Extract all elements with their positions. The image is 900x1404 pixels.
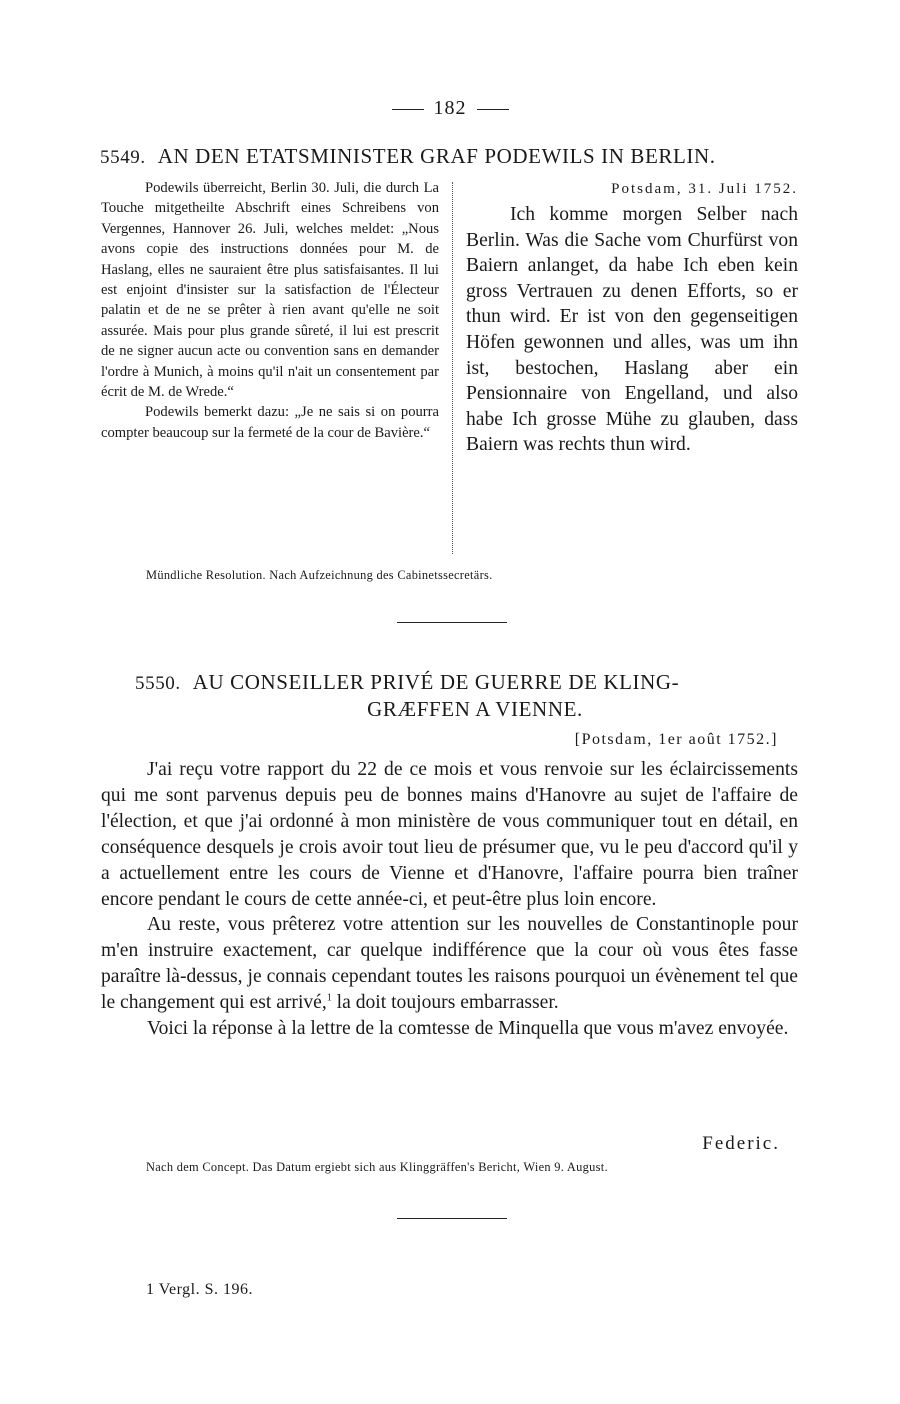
page-number-text: 182: [433, 97, 467, 119]
page-number-dash-right: [477, 109, 509, 110]
doc-5550-title-line-2: GRÆFFEN A VIENNE.: [367, 697, 583, 721]
doc-5550-heading: [135, 670, 775, 722]
doc-5550-paragraph-2: [101, 912, 798, 1016]
doc-5550-paragraph-1: J'ai reçu votre rapport du 22 de ce mois et vous renvoie sur les éclaircissements qui me sont parvenus depuis peu de bonnes mains d'Hanovre au sujet de l'affaire de l'élection, et que j'ai ordonné à mon ministère de vous communiquer tout en détail, en conséquence desquels je crois avoir tout lieu de présumer que, vu le peu d'accord qu'il y a actuellement entre les cours de Vienne et d'Hanovre, l'affaire pourra bien traîner encore pendant le cours de cette année-ci, et peut-être plus loin encore.: [101, 759, 798, 910]
doc-5550-paragraph-2-end: la doit toujours embarrasser.: [331, 992, 559, 1014]
doc-5549-summary: [101, 178, 439, 443]
doc-5549-title: AN DEN ETATSMINISTER GRAF PODEWILS IN BERLIN.: [157, 144, 716, 168]
doc-5549-source-note: Mündliche Resolution. Nach Aufzeichnung des Cabinetssecretärs.: [146, 568, 493, 582]
doc-5550-source-note: Nach dem Concept. Das Datum ergiebt sich aus Klinggräffen's Bericht, Wien 9. August.: [146, 1160, 608, 1174]
doc-5550-signature: Federic.: [702, 1133, 780, 1154]
doc-5550-letter: [101, 757, 798, 1042]
doc-5549-summary-paragraph-2: Podewils bemerkt dazu: „Je ne sais si on pourra compter beaucoup sur la fermeté de la cour de Bavière.“: [101, 404, 439, 441]
doc-5550-number: 5550.: [135, 673, 181, 694]
doc-5549-summary-paragraph-1: Podewils überreicht, Berlin 30. Juli, die durch La Touche mitgetheilte Abschrift eines Schreibens von Vergennes, Hannover 26. Juli, welches meldet: „Nous avons copie des instructions données pour M. de Haslang, elles ne sauraient être plus satisfaisantes. Il lui est enjoint d'insister sur la satisfaction de l'Électeur palatin et de ne se prêter à rien avant qu'elle ne soit assurée. Mais pour plus grande sûreté, il lui est prescrit de ne signer aucun acte ou convention sans en demander l'ordre à Munich, à moins qu'il n'ait un consentement par écrit de M. de Wrede.“: [101, 180, 439, 401]
doc-5550-dateline: [Potsdam, 1er août 1752.]: [574, 731, 778, 748]
doc-5549-letter: [466, 178, 798, 458]
doc-5549-number: 5549.: [100, 147, 146, 168]
doc-5549-dateline: Potsdam, 31. Juli 1752.: [611, 181, 798, 197]
doc-5550-title-line-1: AU CONSEILLER PRIVÉ DE GUERRE DE KLING-: [192, 670, 680, 694]
footnote-marker[interactable]: 1: [326, 992, 332, 1004]
separator-rule-2: [397, 1218, 507, 1219]
separator-rule: [397, 622, 507, 623]
doc-5549-heading: [100, 144, 800, 169]
doc-5550-paragraph-2-text: Au reste, vous prêterez votre attention sur les nouvelles de Constantinople pour m'en instruire exactement, car quelque indifférence que la cour où vous êtes fasse paraître là-dessus, je connais cependant toutes les raisons pourquoi un évènement tel que le changement qui est arrivé,: [101, 914, 798, 1014]
footnote: 1 Vergl. S. 196.: [146, 1281, 253, 1298]
doc-5549-letter-text: Ich komme morgen Selber nach Berlin. Was die Sache vom Churfürst von Baiern anlanget, da habe Ich eben kein gross Vertrauen zu denen Efforts, so er thun wird. Er ist von den gegenseitigen Höfen gewonnen und alles, was um ihn ist, bestochen, Haslang aber ein Pensionnaire von Engelland, und also habe Ich grosse Mühe zu glauben, dass Baiern was rechts thun wird.: [466, 204, 798, 456]
column-divider: [452, 182, 453, 554]
page-number-dash-left: [392, 109, 424, 110]
page-number: [0, 97, 900, 120]
doc-5550-paragraph-3: Voici la réponse à la lettre de la comtesse de Minquella que vous m'avez envoyée.: [147, 1018, 789, 1040]
